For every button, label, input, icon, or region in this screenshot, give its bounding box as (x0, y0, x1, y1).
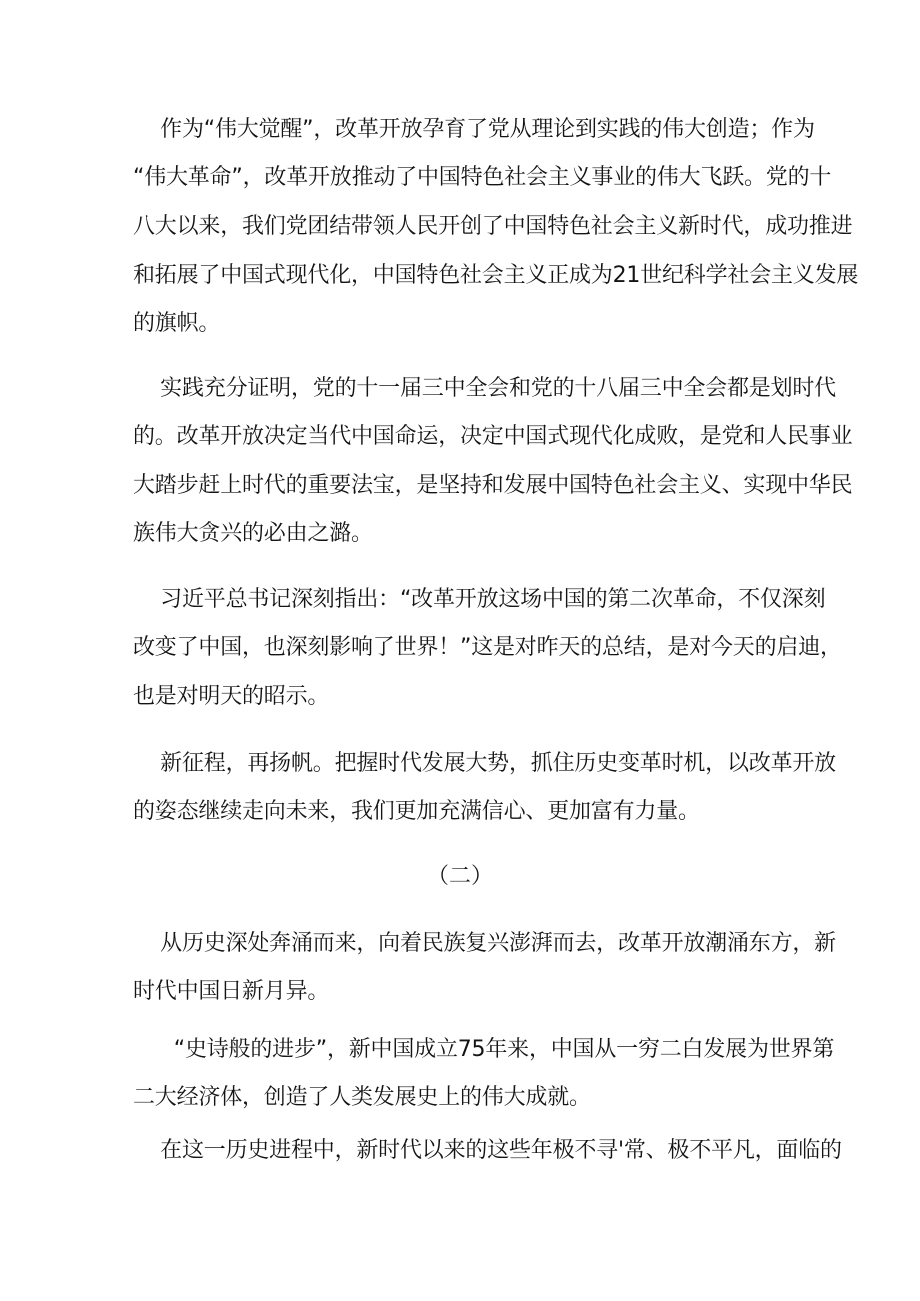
paragraph-3-line-2: 改变了中国，也深刻影响了世界！”这是对昨天的总结，是对今天的启迪， (133, 635, 842, 660)
paragraph-7-line-1: 在这一历史进程中，新时代以来的这些年极不寻'常、极不平凡，面临的 (133, 1138, 842, 1163)
paragraph-1-line-4: 和拓展了中国式现代化，中国特色社会主义正成为21世纪科学社会主义发展 (133, 263, 859, 288)
paragraph-1-line-1: 作为“伟大觉醒”，改革开放孕育了党从理论到实践的伟大创造；作为 (133, 117, 815, 142)
paragraph-4-line-2: 的姿态继续走向未来，我们更加充满信心、更加富有力量。 (133, 799, 700, 824)
paragraph-3-line-3: 也是对明天的昭示。 (133, 684, 330, 709)
paragraph-5-line-1: 从历史深处奔涌而来，向着民族复兴澎湃而去，改革开放潮涌东方，新 (133, 931, 836, 956)
paragraph-2-line-4: 族伟大贪兴的必由之潞。 (133, 521, 373, 546)
paragraph-6-line-2: 二大经济体，创造了人类发展史上的伟大成就。 (133, 1085, 591, 1110)
paragraph-1-line-5: 的旗帜。 (133, 311, 221, 336)
paragraph-4-line-1: 新征程，再扬帆。把握时代发展大势，抓住历史变革时机，以改革开放 (133, 751, 836, 776)
paragraph-2-line-2: 的。改革开放决定当代中国命运，决定中国式现代化成败，是党和人民事业 (133, 424, 853, 449)
paragraph-3-line-1: 习近平总书记深刻指出：“改革开放这场中国的第二次革命，不仅深刻 (133, 587, 826, 612)
paragraph-2-line-1: 实践充分证明，党的十一届三中全会和党的十八届三中全会都是划时代 (133, 376, 836, 401)
paragraph-1-line-2: “伟大革命”，改革开放推动了中国特色社会主义事业的伟大飞跃。党的十 (133, 165, 832, 190)
paragraph-1-line-3: 八大以来，我们党团结带领人民开创了中国特色社会主义新时代，成功推进 (133, 214, 853, 239)
paragraph-5-line-2: 时代中国日新月异。 (133, 979, 330, 1004)
paragraph-6-line-1: “史诗般的进步”，新中国成立75年来，中国从一穷二白发展为世界第 (133, 1037, 835, 1062)
section-heading: （二） (426, 864, 493, 889)
paragraph-2-line-3: 大踏步赶上时代的重要法宝，是坚持和发展中国特色社会主义、实现中华民 (133, 473, 853, 498)
